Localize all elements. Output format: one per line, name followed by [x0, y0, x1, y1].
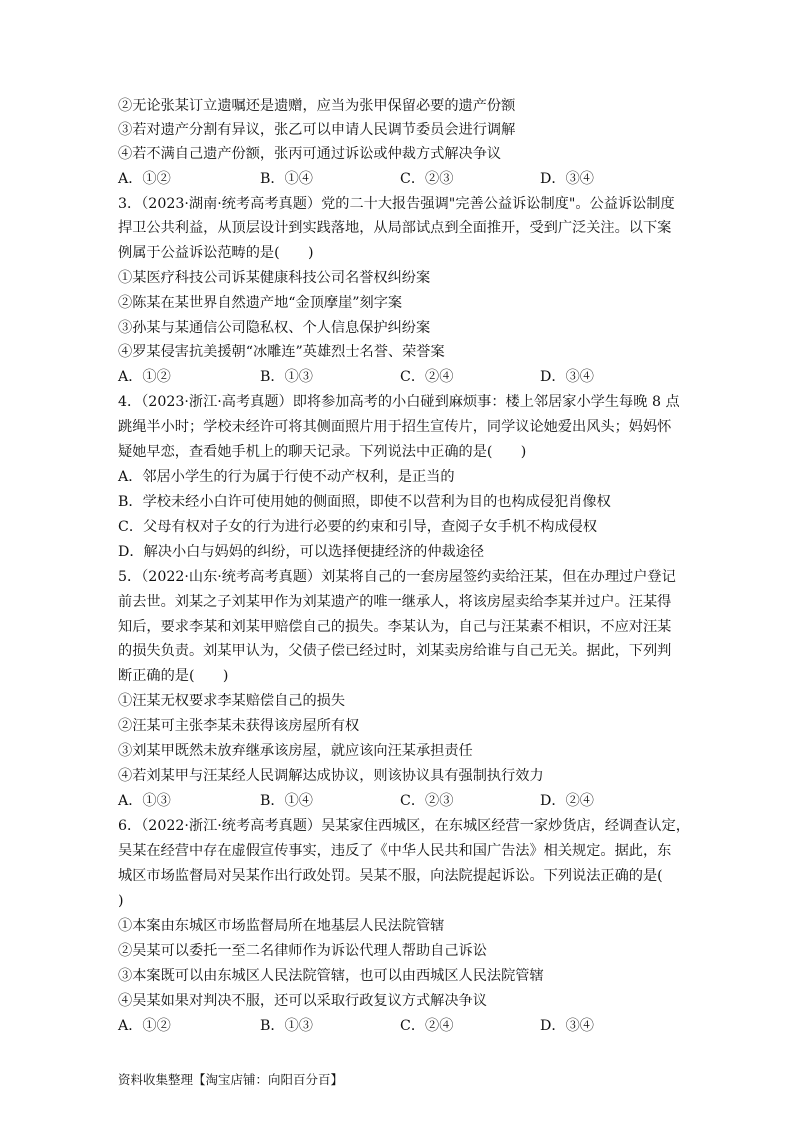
q6-item-2: ②吴某可以委托一至二名律师作为诉讼代理人帮助自己诉讼: [118, 943, 487, 959]
q2-option-b: B．①④: [260, 171, 313, 187]
q6-option-c: C．②④: [400, 1018, 454, 1034]
q3-stem-line-2: 捍卫公共利益，从顶层设计到实践落地，从局部试点到全面推开，受到广泛关注。以下案: [118, 220, 672, 236]
q6-option-a: A．①②: [118, 1018, 171, 1034]
q2-item-3: ③若对遗产分割有异议，张乙可以申请人民调节委员会进行调解: [118, 122, 516, 138]
q4-choice-b: B．学校未经小白许可使用她的侧面照，即使不以营利为目的也构成侵犯肖像权: [118, 494, 611, 510]
q5-stem-line-5: 断正确的是( ): [118, 668, 229, 684]
q2-option-d: D．③④: [540, 171, 594, 187]
q5-stem-line-4: 的损失负责。刘某甲认为，父债子偿已经过时，刘某卖房给谁与自己无关。据此，下列判: [118, 643, 672, 659]
q5-stem-line-2: 前去世。刘某之子刘某甲作为刘某遗产的唯一继承人，将该房屋卖给李某并过户。汪某得: [118, 594, 672, 610]
q3-stem-line-1: 3．（2023·湖南·统考高考真题）党的二十大报告强调"完善公益诉讼制度"。公益诉讼制度: [118, 196, 675, 212]
q6-item-3: ③本案既可以由东城区人民法院管辖，也可以由西城区人民法院管辖: [118, 968, 544, 984]
q3-option-d: D．③④: [540, 369, 594, 385]
q6-stem-line-1: 6．（2022·浙江·统考高考真题）吴某家住西城区，在东城区经营一家炒货店，经调查认定，: [118, 818, 690, 834]
q3-item-4: ④罗某侵害抗美援朝“冰雕连”英雄烈士名誉、荣誉案: [118, 344, 445, 360]
q3-option-c: C．②④: [400, 369, 454, 385]
q5-item-3: ③刘某甲既然未放弃继承该房屋，就应该向汪某承担责任: [118, 743, 473, 759]
q4-choice-a: A．邻居小学生的行为属于行使不动产权利，是正当的: [118, 469, 455, 485]
q3-stem-line-3: 例属于公益诉讼范畴的是( ): [118, 245, 314, 261]
q3-item-2: ②陈某在某世界自然遗产地“金顶摩崖”刻字案: [118, 295, 403, 311]
q2-options: [118, 169, 698, 189]
q5-option-a: A．①③: [118, 793, 171, 809]
q6-item-1: ①本案由东城区市场监督局所在地基层人民法院管辖: [118, 918, 445, 934]
q3-option-b: B．①③: [260, 369, 313, 385]
page-footer: 资料收集整理【淘宝店铺：向阳百分百】: [118, 1072, 344, 1087]
q5-option-d: D．②④: [540, 793, 594, 809]
q3-item-1: ①某医疗科技公司诉某健康科技公司名誉权纠纷案: [118, 270, 431, 286]
q6-stem-line-3: 城区市场监督局对吴某作出行政处罚。吴某不服，向法院提起诉讼。下列说法正确的是(: [118, 868, 663, 884]
q5-stem-line-1: 5．（2022·山东·统考高考真题）刘某将自己的一套房屋签约卖给汪某，但在办理过户登记: [118, 569, 676, 585]
q5-item-2: ②汪某可主张李某未获得该房屋所有权: [118, 718, 360, 734]
q4-choice-c: C．父母有权对子女的行为进行必要的约束和引导，查阅子女手机不构成侵权: [118, 519, 598, 535]
q6-option-b: B．①③: [260, 1018, 313, 1034]
q2-item-2: ②无论张某订立遗嘱还是遗赠，应当为张甲保留必要的遗产份额: [118, 98, 516, 114]
q4-stem-line-3: 疑她早恋，查看她手机上的聊天记录。下列说法中正确的是( ): [118, 444, 527, 460]
q3-options: [118, 367, 698, 387]
q6-stem-line-4: ): [118, 893, 124, 909]
q3-item-3: ③孙某与某通信公司隐私权、个人信息保护纠纷案: [118, 320, 431, 336]
q5-item-4: ④若刘某甲与汪某经人民调解达成协议，则该协议具有强制执行效力: [118, 768, 544, 784]
q6-stem-line-2: 吴某在经营中存在虚假宣传事实，违反了《中华人民共和国广告法》相关规定。据此，东: [118, 843, 672, 859]
q3-option-a: A．①②: [118, 369, 171, 385]
q4-stem-line-2: 跳绳半小时；学校未经许可将其侧面照片用于招生宣传片，同学议论她爱出风头；妈妈怀: [118, 419, 672, 435]
q2-option-a: A．①②: [118, 171, 171, 187]
q6-item-4: ④吴某如果对判决不服，还可以采取行政复议方式解决争议: [118, 993, 487, 1009]
q4-stem-line-1: 4．（2023·浙江·高考真题）即将参加高考的小白碰到麻烦事：楼上邻居家小学生每晚 8 点: [118, 394, 680, 410]
q4-choice-d: D．解决小白与妈妈的纠纷，可以选择便捷经济的仲裁途径: [118, 544, 485, 560]
q2-option-c: C．②③: [400, 171, 454, 187]
q5-option-c: C．②③: [400, 793, 454, 809]
q6-options: [118, 1016, 698, 1036]
q5-item-1: ①汪某无权要求李某赔偿自己的损失: [118, 693, 346, 709]
q5-options: [118, 791, 698, 811]
q6-option-d: D．③④: [540, 1018, 594, 1034]
q5-option-b: B．①④: [260, 793, 313, 809]
q2-item-4: ④若不满自己遗产份额，张丙可通过诉讼或仲裁方式解决争议: [118, 146, 502, 162]
q5-stem-line-3: 知后，要求李某和刘某甲赔偿自己的损失。李某认为，自己与汪某素不相识，不应对汪某: [118, 619, 672, 635]
